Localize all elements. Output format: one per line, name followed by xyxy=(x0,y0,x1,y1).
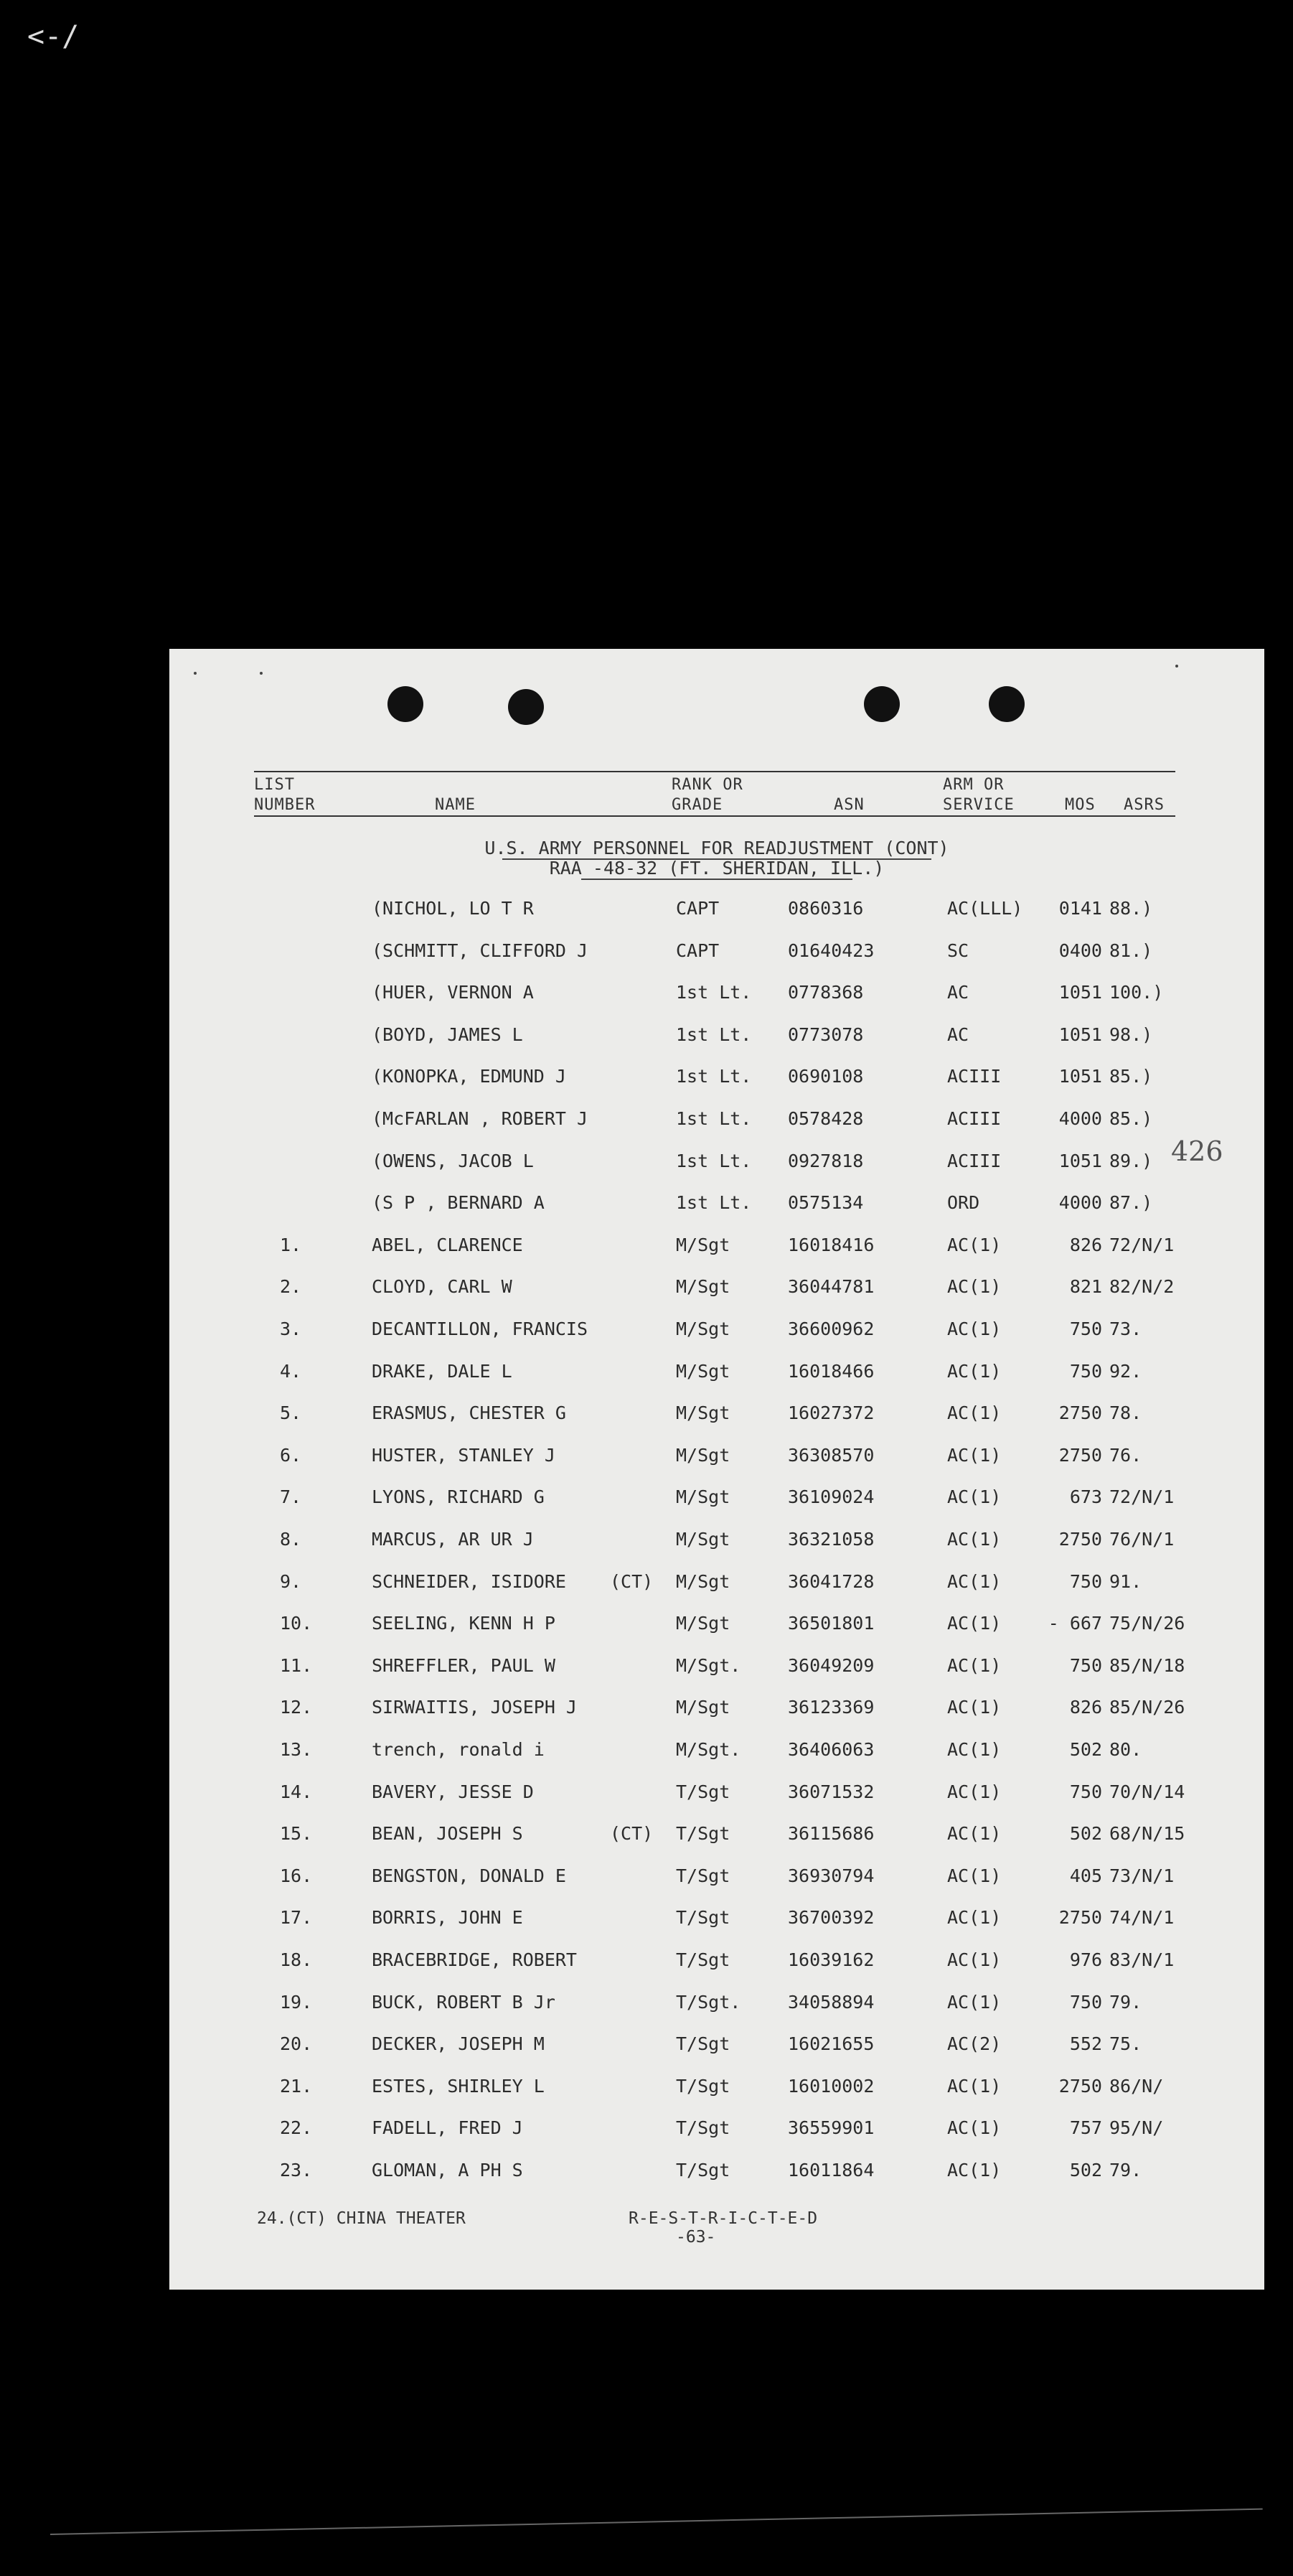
row-asrs: 81.) xyxy=(1109,940,1153,961)
row-ct: (CT) xyxy=(610,1823,654,1845)
row-rank: CAPT xyxy=(676,898,720,919)
row-rank: 1st Lt. xyxy=(676,1066,752,1087)
row-asn: 16010002 xyxy=(788,2075,875,2097)
header-mos: MOS xyxy=(1065,796,1096,814)
row-ct: (CT) xyxy=(610,1570,654,1592)
header-asn: ASN xyxy=(834,796,865,814)
row-rank: T/Sgt xyxy=(676,1781,730,1802)
row-rank: 1st Lt. xyxy=(676,1108,752,1129)
row-asrs: 83/N/1 xyxy=(1109,1949,1175,1970)
row-name: CLOYD, CARL W xyxy=(372,1276,512,1298)
row-asrs: 98.) xyxy=(1109,1024,1153,1045)
row-mos: - 667 xyxy=(1048,1613,1102,1634)
row-rank: T/Sgt xyxy=(676,1823,730,1845)
row-asn: 36071532 xyxy=(788,1781,875,1802)
row-rank: M/Sgt xyxy=(676,1360,730,1382)
row-asn: 0773078 xyxy=(788,1024,864,1045)
row-asrs: 80. xyxy=(1109,1739,1142,1760)
header-rule-top xyxy=(254,771,1175,772)
row-mos: 552 xyxy=(1069,2033,1102,2055)
row-asrs: 85.) xyxy=(1109,1108,1153,1129)
row-name: SEELING, KENN H P xyxy=(372,1613,555,1634)
row-num: 20. xyxy=(280,2033,313,2055)
row-asn: 0578428 xyxy=(788,1108,864,1129)
row-arm: AC(1) xyxy=(947,1991,1002,2013)
row-rank: T/Sgt xyxy=(676,1907,730,1929)
row-asrs: 100.) xyxy=(1109,982,1164,1003)
row-name: trench, ronald i xyxy=(372,1739,545,1760)
row-asrs: 92. xyxy=(1109,1360,1142,1382)
row-asn: 0575134 xyxy=(788,1192,864,1214)
row-arm: AC(1) xyxy=(947,1654,1002,1676)
row-asrs: 76. xyxy=(1109,1444,1142,1466)
list-row xyxy=(169,978,1264,1007)
row-rank: M/Sgt. xyxy=(676,1654,741,1676)
list-row xyxy=(169,1483,1264,1512)
row-asn: 16039162 xyxy=(788,1949,875,1970)
row-arm: AC(1) xyxy=(947,2075,1002,2097)
list-row xyxy=(169,2156,1264,2185)
row-num: 14. xyxy=(280,1781,313,1802)
row-num: 3. xyxy=(280,1319,302,1339)
row-mos: 2750 xyxy=(1058,1907,1102,1929)
row-asrs: 68/N/15 xyxy=(1109,1823,1185,1845)
row-arm: ORD xyxy=(947,1192,980,1214)
row-asn: 36501801 xyxy=(788,1613,875,1634)
row-name: BAVERY, JESSE D xyxy=(372,1781,534,1802)
row-asrs: 75/N/26 xyxy=(1109,1613,1185,1634)
row-asn: 16027372 xyxy=(788,1402,875,1424)
row-num: 16. xyxy=(280,1865,313,1886)
row-arm: AC(1) xyxy=(947,1234,1002,1255)
punch-hole xyxy=(387,686,423,722)
list-row xyxy=(169,1652,1264,1680)
row-mos: 750 xyxy=(1069,1991,1102,2013)
row-asrs: 86/N/ xyxy=(1109,2075,1164,2097)
row-asrs: 78. xyxy=(1109,1402,1142,1424)
row-num: 4. xyxy=(280,1360,302,1382)
list-row xyxy=(169,1357,1264,1386)
list-row xyxy=(169,894,1264,923)
row-arm: AC xyxy=(947,1024,969,1045)
row-name: FADELL, FRED J xyxy=(372,2117,523,2139)
row-asrs: 91. xyxy=(1109,1570,1142,1592)
list-row xyxy=(169,1189,1264,1217)
row-num: 5. xyxy=(280,1402,302,1424)
footer-note: 24.(CT) CHINA THEATER xyxy=(257,2209,466,2228)
row-asn: 34058894 xyxy=(788,1991,875,2013)
list-row xyxy=(169,1693,1264,1722)
row-asn: 36049209 xyxy=(788,1654,875,1676)
row-rank: T/Sgt xyxy=(676,2160,730,2181)
row-mos: 750 xyxy=(1069,1319,1102,1339)
row-arm: AC(1) xyxy=(947,1360,1002,1382)
row-mos: 750 xyxy=(1069,1654,1102,1676)
row-rank: T/Sgt xyxy=(676,2075,730,2097)
row-num: 22. xyxy=(280,2117,313,2139)
header-rank: RANK OR GRADE xyxy=(672,776,743,814)
row-rank: CAPT xyxy=(676,940,720,961)
row-mos: 502 xyxy=(1069,1823,1102,1845)
row-num: 1. xyxy=(280,1234,302,1255)
row-asn: 36600962 xyxy=(788,1319,875,1339)
row-name: (HUER, VERNON A xyxy=(372,982,534,1003)
row-asn: 36109024 xyxy=(788,1486,875,1508)
row-mos: 821 xyxy=(1069,1276,1102,1298)
row-rank: 1st Lt. xyxy=(676,1150,752,1171)
row-arm: AC(1) xyxy=(947,1739,1002,1760)
subtitle-underline xyxy=(581,879,852,880)
row-mos: 757 xyxy=(1069,2117,1102,2139)
row-asn: 36321058 xyxy=(788,1529,875,1550)
row-mos: 976 xyxy=(1069,1949,1102,1970)
row-mos: 4000 xyxy=(1058,1192,1102,1214)
row-arm: AC xyxy=(947,982,969,1003)
row-num: 23. xyxy=(280,2160,313,2181)
paper-mark xyxy=(194,672,197,675)
row-asrs: 72/N/1 xyxy=(1109,1234,1175,1255)
row-rank: M/Sgt xyxy=(676,1234,730,1255)
row-mos: 0400 xyxy=(1058,940,1102,961)
row-rank: M/Sgt xyxy=(676,1276,730,1298)
row-rank: 1st Lt. xyxy=(676,1192,752,1214)
list-row xyxy=(169,1441,1264,1470)
row-rank: T/Sgt xyxy=(676,1865,730,1886)
row-name: (S P , BERNARD A xyxy=(372,1192,545,1214)
list-row xyxy=(169,1105,1264,1133)
row-name: BEAN, JOSEPH S xyxy=(372,1823,523,1845)
punch-hole xyxy=(864,686,900,722)
row-arm: AC(1) xyxy=(947,1697,1002,1718)
list-row xyxy=(169,1609,1264,1638)
list-row xyxy=(169,1862,1264,1891)
row-asn: 36044781 xyxy=(788,1276,875,1298)
corner-mark: <-/ xyxy=(27,20,80,53)
row-name: SIRWAITIS, JOSEPH J xyxy=(372,1697,577,1718)
row-asrs: 79. xyxy=(1109,1991,1142,2013)
row-rank: T/Sgt xyxy=(676,1949,730,1970)
row-asn: 36406063 xyxy=(788,1739,875,1760)
list-row xyxy=(169,1315,1264,1344)
row-mos: 2750 xyxy=(1058,2075,1102,2097)
row-num: 11. xyxy=(280,1654,313,1676)
row-asn: 16021655 xyxy=(788,2033,875,2055)
list-row xyxy=(169,937,1264,965)
row-asrs: 73. xyxy=(1109,1319,1142,1339)
row-mos: 673 xyxy=(1069,1486,1102,1508)
row-rank: T/Sgt xyxy=(676,2117,730,2139)
list-row xyxy=(169,1988,1264,2017)
row-name: (SCHMITT, CLIFFORD J xyxy=(372,940,588,961)
row-mos: 2750 xyxy=(1058,1529,1102,1550)
row-num: 13. xyxy=(280,1739,313,1760)
row-num: 12. xyxy=(280,1697,313,1718)
document-page xyxy=(169,649,1264,2290)
list-row xyxy=(169,1736,1264,1764)
row-rank: M/Sgt xyxy=(676,1319,730,1339)
row-mos: 502 xyxy=(1069,2160,1102,2181)
row-asrs: 85/N/26 xyxy=(1109,1697,1185,1718)
row-mos: 826 xyxy=(1069,1234,1102,1255)
row-asrs: 76/N/1 xyxy=(1109,1529,1175,1550)
list-row xyxy=(169,1819,1264,1848)
list-row xyxy=(169,2030,1264,2059)
row-arm: AC(1) xyxy=(947,1444,1002,1466)
row-arm: SC xyxy=(947,940,969,961)
list-row xyxy=(169,1946,1264,1975)
row-asrs: 73/N/1 xyxy=(1109,1865,1175,1886)
row-mos: 826 xyxy=(1069,1697,1102,1718)
row-asrs: 74/N/1 xyxy=(1109,1907,1175,1929)
row-name: ERASMUS, CHESTER G xyxy=(372,1402,566,1424)
row-asrs: 87.) xyxy=(1109,1192,1153,1214)
row-mos: 750 xyxy=(1069,1570,1102,1592)
row-name: GLOMAN, A PH S xyxy=(372,2160,523,2181)
row-name: ABEL, CLARENCE xyxy=(372,1234,523,1255)
row-arm: ACIII xyxy=(947,1066,1002,1087)
row-asrs: 79. xyxy=(1109,2160,1142,2181)
list-row xyxy=(169,1147,1264,1176)
list-row xyxy=(169,1062,1264,1091)
row-arm: AC(1) xyxy=(947,1570,1002,1592)
row-asn: 36930794 xyxy=(788,1865,875,1886)
row-name: SHREFFLER, PAUL W xyxy=(372,1654,555,1676)
row-name: (KONOPKA, EDMUND J xyxy=(372,1066,566,1087)
row-rank: M/Sgt xyxy=(676,1444,730,1466)
list-row xyxy=(169,1568,1264,1596)
row-name: DRAKE, DALE L xyxy=(372,1360,512,1382)
punch-hole xyxy=(989,686,1025,722)
row-num: 10. xyxy=(280,1613,313,1634)
list-row xyxy=(169,1231,1264,1260)
row-asrs: 95/N/ xyxy=(1109,2117,1164,2139)
row-num: 18. xyxy=(280,1949,313,1970)
row-num: 7. xyxy=(280,1486,302,1508)
row-arm: AC(1) xyxy=(947,1276,1002,1298)
list-row xyxy=(169,1778,1264,1807)
row-mos: 750 xyxy=(1069,1360,1102,1382)
paper-mark xyxy=(1175,665,1178,668)
header-rule-bottom xyxy=(254,815,1175,817)
row-asn: 0927818 xyxy=(788,1150,864,1171)
row-arm: AC(1) xyxy=(947,1781,1002,1802)
row-mos: 750 xyxy=(1069,1781,1102,1802)
row-rank: 1st Lt. xyxy=(676,982,752,1003)
row-arm: AC(1) xyxy=(947,1865,1002,1886)
footer-classification: R-E-S-T-R-I-C-T-E-D xyxy=(629,2209,818,2228)
row-rank: M/Sgt xyxy=(676,1697,730,1718)
list-row xyxy=(169,1399,1264,1428)
row-asrs: 72/N/1 xyxy=(1109,1486,1175,1508)
row-num: 8. xyxy=(280,1529,302,1550)
row-asn: 16011864 xyxy=(788,2160,875,2181)
row-mos: 4000 xyxy=(1058,1108,1102,1129)
row-name: (BOYD, JAMES L xyxy=(372,1024,523,1045)
row-rank: M/Sgt xyxy=(676,1486,730,1508)
header-arm-or-service: ARM OR SERVICE xyxy=(943,776,1015,814)
list-row xyxy=(169,1273,1264,1301)
row-mos: 2750 xyxy=(1058,1444,1102,1466)
row-asn: 0860316 xyxy=(788,898,864,919)
row-rank: M/Sgt xyxy=(676,1613,730,1634)
row-name: BENGSTON, DONALD E xyxy=(372,1865,566,1886)
row-asrs: 82/N/2 xyxy=(1109,1276,1175,1298)
row-asrs: 85.) xyxy=(1109,1066,1153,1087)
row-asrs: 89.) xyxy=(1109,1150,1153,1171)
row-num: 17. xyxy=(280,1907,313,1929)
row-name: LYONS, RICHARD G xyxy=(372,1486,545,1508)
row-mos: 0141 xyxy=(1058,898,1102,919)
row-num: 9. xyxy=(280,1570,302,1592)
row-arm: AC(2) xyxy=(947,2033,1002,2055)
footer-page-number: -63- xyxy=(676,2228,716,2247)
row-mos: 1051 xyxy=(1058,1024,1102,1045)
row-name: SCHNEIDER, ISIDORE xyxy=(372,1570,566,1592)
document-title: U.S. ARMY PERSONNEL FOR READJUSTMENT (CONT) xyxy=(484,838,949,858)
punch-hole xyxy=(508,689,544,725)
row-arm: AC(1) xyxy=(947,1402,1002,1424)
row-asn: 36115686 xyxy=(788,1823,875,1845)
header-list-number: LIST NUMBER xyxy=(254,776,316,814)
row-name: BRACEBRIDGE, ROBERT xyxy=(372,1949,577,1970)
stamp-number: 426 xyxy=(1171,1135,1223,1167)
row-asrs: 70/N/14 xyxy=(1109,1781,1185,1802)
row-asrs: 88.) xyxy=(1109,898,1153,919)
row-arm: AC(1) xyxy=(947,1907,1002,1929)
row-name: BORRIS, JOHN E xyxy=(372,1907,523,1929)
list-row xyxy=(169,1021,1264,1049)
row-rank: T/Sgt. xyxy=(676,1991,741,2013)
row-mos: 405 xyxy=(1069,1865,1102,1886)
row-arm: AC(1) xyxy=(947,2117,1002,2139)
row-arm: AC(1) xyxy=(947,1319,1002,1339)
row-asn: 0778368 xyxy=(788,982,864,1003)
row-arm: AC(1) xyxy=(947,1823,1002,1845)
row-name: MARCUS, AR UR J xyxy=(372,1529,534,1550)
row-name: DECANTILLON, FRANCIS xyxy=(372,1319,588,1339)
row-mos: 1051 xyxy=(1058,982,1102,1003)
row-asrs: 75. xyxy=(1109,2033,1142,2055)
list-row xyxy=(169,1903,1264,1932)
row-asn: 36700392 xyxy=(788,1907,875,1929)
row-mos: 502 xyxy=(1069,1739,1102,1760)
row-name: (OWENS, JACOB L xyxy=(372,1150,534,1171)
row-asn: 16018416 xyxy=(788,1234,875,1255)
document-subtitle: RAA -48-32 (FT. SHERIDAN, ILL.) xyxy=(549,858,885,879)
row-mos: 1051 xyxy=(1058,1150,1102,1171)
row-arm: AC(1) xyxy=(947,1486,1002,1508)
row-mos: 2750 xyxy=(1058,1402,1102,1424)
header-name: NAME xyxy=(435,796,476,814)
row-name: (McFARLAN , ROBERT J xyxy=(372,1108,588,1129)
row-mos: 1051 xyxy=(1058,1066,1102,1087)
edge-line xyxy=(50,2509,1263,2535)
row-arm: AC(1) xyxy=(947,1949,1002,1970)
row-arm: ACIII xyxy=(947,1150,1002,1171)
row-asn: 36308570 xyxy=(788,1444,875,1466)
row-asn: 0690108 xyxy=(788,1066,864,1087)
row-num: 2. xyxy=(280,1276,302,1298)
list-row xyxy=(169,1525,1264,1554)
row-arm: AC(1) xyxy=(947,1613,1002,1634)
row-asn: 36041728 xyxy=(788,1570,875,1592)
row-num: 19. xyxy=(280,1991,313,2013)
row-arm: AC(LLL) xyxy=(947,898,1023,919)
row-rank: M/Sgt xyxy=(676,1570,730,1592)
row-rank: M/Sgt. xyxy=(676,1739,741,1760)
row-name: DECKER, JOSEPH M xyxy=(372,2033,545,2055)
row-arm: AC(1) xyxy=(947,1529,1002,1550)
row-name: ESTES, SHIRLEY L xyxy=(372,2075,545,2097)
row-asn: 01640423 xyxy=(788,940,875,961)
row-name: (NICHOL, LO T R xyxy=(372,898,534,919)
row-rank: M/Sgt xyxy=(676,1402,730,1424)
row-num: 15. xyxy=(280,1823,313,1845)
row-asn: 16018466 xyxy=(788,1360,875,1382)
row-arm: AC(1) xyxy=(947,2160,1002,2181)
row-name: HUSTER, STANLEY J xyxy=(372,1444,555,1466)
row-rank: 1st Lt. xyxy=(676,1024,752,1045)
list-row xyxy=(169,2114,1264,2142)
paper-mark xyxy=(260,672,263,675)
row-asn: 36559901 xyxy=(788,2117,875,2139)
header-asrs: ASRS xyxy=(1124,796,1165,814)
row-rank: T/Sgt xyxy=(676,2033,730,2055)
row-rank: M/Sgt xyxy=(676,1529,730,1550)
row-asrs: 85/N/18 xyxy=(1109,1654,1185,1676)
row-name: BUCK, ROBERT B Jr xyxy=(372,1991,555,2013)
row-num: 6. xyxy=(280,1444,302,1466)
row-num: 21. xyxy=(280,2075,313,2097)
row-asn: 36123369 xyxy=(788,1697,875,1718)
row-arm: ACIII xyxy=(947,1108,1002,1129)
list-row xyxy=(169,2072,1264,2101)
